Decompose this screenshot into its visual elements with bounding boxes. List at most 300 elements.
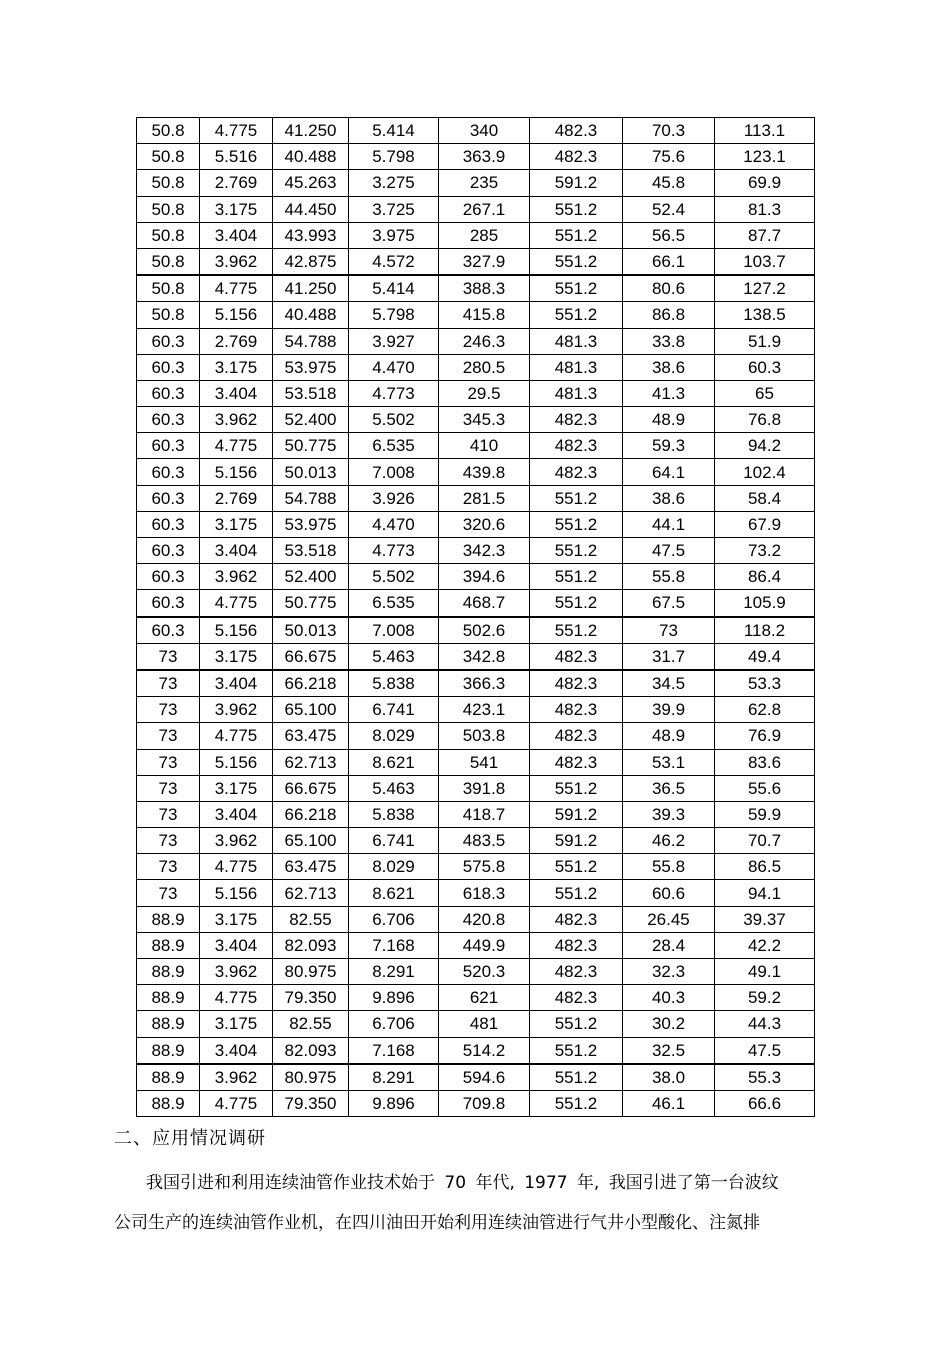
table-cell: 80.6 [623,275,715,302]
table-cell: 53.3 [715,670,815,697]
table-cell: 551.2 [530,617,623,644]
table-cell: 3.175 [200,643,273,670]
table-cell: 591.2 [530,828,623,854]
table-row [137,959,815,985]
table-cell: 69.9 [715,170,815,196]
table-cell: 54.788 [273,485,349,511]
table-cell: 3.962 [200,697,273,723]
table-cell: 6.706 [349,1011,439,1037]
table-cell: 50.8 [137,196,200,222]
table-cell: 50.8 [137,302,200,328]
table-row [137,1037,815,1064]
paragraph-line-1: 我国引进和利用连续油管作业技术始于 70 年代, 1977 年, 我国引进了第一台波纹 [146,1173,779,1193]
table-cell: 482.3 [530,643,623,670]
table-cell: 39.3 [623,801,715,827]
table-cell: 551.2 [530,302,623,328]
table-cell: 340 [439,118,530,144]
table-cell: 60.3 [137,617,200,644]
table-cell: 551.2 [530,775,623,801]
table-cell: 50.8 [137,170,200,196]
table-cell: 60.3 [137,538,200,564]
table-cell: 551.2 [530,275,623,302]
table-cell: 26.45 [623,906,715,932]
table-cell: 76.8 [715,407,815,433]
table-cell: 86.8 [623,302,715,328]
table-cell: 3.404 [200,1037,273,1064]
table-cell: 52.400 [273,407,349,433]
table-cell: 285 [439,222,530,248]
table-cell: 423.1 [439,697,530,723]
table-cell: 482.3 [530,670,623,697]
table-cell: 53.518 [273,538,349,564]
table-row [137,275,815,302]
table-body [137,118,815,1117]
table-cell: 481 [439,1011,530,1037]
table-cell: 55.8 [623,564,715,590]
table-row [137,617,815,644]
table-cell: 551.2 [530,222,623,248]
table-row [137,932,815,958]
table-cell: 7.008 [349,617,439,644]
table-cell: 60.3 [137,407,200,433]
table-cell: 64.1 [623,459,715,485]
table-cell: 63.475 [273,854,349,880]
table-cell: 281.5 [439,485,530,511]
table-row [137,775,815,801]
table-cell: 420.8 [439,906,530,932]
table-cell: 82.093 [273,1037,349,1064]
table-row [137,328,815,354]
table-cell: 60.3 [137,485,200,511]
table-cell: 3.275 [349,170,439,196]
table-row [137,538,815,564]
table-cell: 30.2 [623,1011,715,1037]
table-cell: 83.6 [715,749,815,775]
table-cell: 468.7 [439,590,530,617]
table-cell: 29.5 [439,380,530,406]
table-cell: 88.9 [137,932,200,958]
table-cell: 76.9 [715,723,815,749]
table-cell: 5.156 [200,880,273,906]
table-cell: 88.9 [137,959,200,985]
table-cell: 40.488 [273,144,349,170]
table-cell: 40.3 [623,985,715,1011]
table-row [137,828,815,854]
table-cell: 50.013 [273,617,349,644]
table-row [137,564,815,590]
table-cell: 41.250 [273,118,349,144]
table-cell: 53.975 [273,511,349,537]
table-row [137,985,815,1011]
table-cell: 53.518 [273,380,349,406]
table-cell: 551.2 [530,196,623,222]
table-cell: 53.1 [623,749,715,775]
table-cell: 5.414 [349,118,439,144]
table-cell: 4.775 [200,433,273,459]
table-cell: 439.8 [439,459,530,485]
table-cell: 54.788 [273,328,349,354]
table-cell: 4.775 [200,1090,273,1116]
table-cell: 621 [439,985,530,1011]
table-cell: 44.3 [715,1011,815,1037]
table-cell: 551.2 [530,538,623,564]
table-cell: 7.008 [349,459,439,485]
table-cell: 5.156 [200,617,273,644]
table-cell: 618.3 [439,880,530,906]
table-cell: 50.8 [137,118,200,144]
table-cell: 66.675 [273,775,349,801]
table-cell: 123.1 [715,144,815,170]
table-cell: 449.9 [439,932,530,958]
table-row [137,222,815,248]
table-cell: 51.9 [715,328,815,354]
table-row [137,697,815,723]
table-cell: 5.838 [349,670,439,697]
table-cell: 4.775 [200,590,273,617]
table-cell: 40.488 [273,302,349,328]
table-cell: 5.502 [349,564,439,590]
table-cell: 86.5 [715,854,815,880]
table-cell: 3.962 [200,1064,273,1091]
table-cell: 50.775 [273,433,349,459]
table-cell: 41.250 [273,275,349,302]
table-row [137,854,815,880]
table-cell: 6.535 [349,590,439,617]
table-cell: 7.168 [349,1037,439,1064]
table-cell: 88.9 [137,1011,200,1037]
table-cell: 363.9 [439,144,530,170]
table-cell: 3.175 [200,511,273,537]
table-cell: 5.156 [200,749,273,775]
table-cell: 56.5 [623,222,715,248]
table-cell: 38.6 [623,485,715,511]
table-cell: 73 [137,880,200,906]
table-cell: 41.3 [623,380,715,406]
table-cell: 73.2 [715,538,815,564]
table-cell: 482.3 [530,985,623,1011]
table-cell: 9.896 [349,985,439,1011]
table-cell: 391.8 [439,775,530,801]
table-cell: 482.3 [530,407,623,433]
table-cell: 4.572 [349,248,439,275]
table-cell: 58.4 [715,485,815,511]
table-cell: 59.2 [715,985,815,1011]
table-cell: 235 [439,170,530,196]
table-cell: 5.516 [200,144,273,170]
table-cell: 60.3 [137,433,200,459]
table-cell: 28.4 [623,932,715,958]
table-cell: 551.2 [530,1090,623,1116]
table-cell: 66.218 [273,670,349,697]
table-cell: 34.5 [623,670,715,697]
table-cell: 65.100 [273,697,349,723]
table-cell: 327.9 [439,248,530,275]
table-cell: 86.4 [715,564,815,590]
table-row [137,670,815,697]
table-cell: 6.706 [349,906,439,932]
table-cell: 127.2 [715,275,815,302]
table-cell: 33.8 [623,328,715,354]
table-cell: 481.3 [530,328,623,354]
table-cell: 3.926 [349,485,439,511]
table-cell: 39.9 [623,697,715,723]
table-cell: 102.4 [715,459,815,485]
table-cell: 88.9 [137,1090,200,1116]
table-cell: 81.3 [715,196,815,222]
table-cell: 394.6 [439,564,530,590]
table-cell: 481.3 [530,354,623,380]
table-cell: 79.350 [273,1090,349,1116]
table-cell: 551.2 [530,1064,623,1091]
table-row [137,1011,815,1037]
table-cell: 8.291 [349,1064,439,1091]
table-cell: 482.3 [530,906,623,932]
table-cell: 50.775 [273,590,349,617]
table-cell: 59.3 [623,433,715,459]
table-row [137,906,815,932]
table-cell: 60.6 [623,880,715,906]
table-cell: 482.3 [530,459,623,485]
table-cell: 8.621 [349,749,439,775]
table-cell: 551.2 [530,590,623,617]
table-cell: 482.3 [530,723,623,749]
table-cell: 80.975 [273,1064,349,1091]
table-cell: 8.621 [349,880,439,906]
table-cell: 62.8 [715,697,815,723]
table-cell: 87.7 [715,222,815,248]
table-row [137,590,815,617]
table-cell: 44.450 [273,196,349,222]
table-row [137,302,815,328]
table-cell: 514.2 [439,1037,530,1064]
table-cell: 5.463 [349,775,439,801]
table-cell: 5.798 [349,144,439,170]
table-cell: 366.3 [439,670,530,697]
table-cell: 65 [715,380,815,406]
table-cell: 4.773 [349,380,439,406]
table-cell: 280.5 [439,354,530,380]
table-cell: 4.773 [349,538,439,564]
table-cell: 50.8 [137,275,200,302]
table-cell: 410 [439,433,530,459]
table-cell: 55.8 [623,854,715,880]
table-cell: 59.9 [715,801,815,827]
table-cell: 3.962 [200,959,273,985]
table-cell: 52.4 [623,196,715,222]
table-cell: 4.775 [200,854,273,880]
table-row [137,1090,815,1116]
table-row [137,880,815,906]
table-cell: 482.3 [530,959,623,985]
table-cell: 320.6 [439,511,530,537]
table-row [137,118,815,144]
table-cell: 483.5 [439,828,530,854]
table-cell: 3.962 [200,828,273,854]
table-cell: 70.7 [715,828,815,854]
table-cell: 4.470 [349,511,439,537]
table-cell: 551.2 [530,1011,623,1037]
table-cell: 5.463 [349,643,439,670]
table-cell: 45.263 [273,170,349,196]
table-cell: 3.175 [200,775,273,801]
table-cell: 60.3 [137,511,200,537]
table-row [137,1064,815,1091]
table-cell: 60.3 [137,354,200,380]
table-cell: 388.3 [439,275,530,302]
table-cell: 415.8 [439,302,530,328]
table-cell: 52.400 [273,564,349,590]
table-cell: 4.775 [200,118,273,144]
table-cell: 73 [137,723,200,749]
table-cell: 60.3 [137,564,200,590]
table-cell: 49.4 [715,643,815,670]
table-cell: 503.8 [439,723,530,749]
table-cell: 42.2 [715,932,815,958]
table-cell: 594.6 [439,1064,530,1091]
table-cell: 2.769 [200,328,273,354]
table-cell: 50.013 [273,459,349,485]
table-cell: 44.1 [623,511,715,537]
table-cell: 2.769 [200,485,273,511]
table-cell: 482.3 [530,433,623,459]
table-cell: 113.1 [715,118,815,144]
table-cell: 60.3 [137,590,200,617]
table-cell: 36.5 [623,775,715,801]
table-cell: 551.2 [530,880,623,906]
table-cell: 73 [137,828,200,854]
tubing-spec-table [136,117,815,1117]
table-cell: 502.6 [439,617,530,644]
table-cell: 345.3 [439,407,530,433]
table-row [137,380,815,406]
table-cell: 551.2 [530,854,623,880]
table-cell: 6.535 [349,433,439,459]
table-cell: 80.975 [273,959,349,985]
table-cell: 66.6 [715,1090,815,1116]
table-cell: 88.9 [137,1064,200,1091]
table-cell: 551.2 [530,564,623,590]
table-cell: 88.9 [137,1037,200,1064]
table-cell: 3.975 [349,222,439,248]
table-cell: 709.8 [439,1090,530,1116]
table-cell: 32.5 [623,1037,715,1064]
table-cell: 43.993 [273,222,349,248]
table-cell: 94.1 [715,880,815,906]
table-cell: 7.168 [349,932,439,958]
table-cell: 48.9 [623,723,715,749]
table-row [137,511,815,537]
table-cell: 46.2 [623,828,715,854]
table-row [137,433,815,459]
table-cell: 46.1 [623,1090,715,1116]
table-cell: 48.9 [623,407,715,433]
table-cell: 53.975 [273,354,349,380]
table-cell: 9.896 [349,1090,439,1116]
table-cell: 67.5 [623,590,715,617]
table-cell: 482.3 [530,118,623,144]
section-heading: 二、应用情况调研 [114,1128,266,1149]
table-cell: 541 [439,749,530,775]
table-cell: 82.55 [273,906,349,932]
table-cell: 3.404 [200,222,273,248]
table-cell: 66.218 [273,801,349,827]
table-cell: 8.291 [349,959,439,985]
table-cell: 551.2 [530,485,623,511]
table-cell: 5.502 [349,407,439,433]
table-cell: 551.2 [530,1037,623,1064]
table-cell: 482.3 [530,697,623,723]
table-cell: 60.3 [715,354,815,380]
table-row [137,749,815,775]
table-cell: 73 [623,617,715,644]
table-cell: 3.725 [349,196,439,222]
table-cell: 82.55 [273,1011,349,1037]
table-cell: 575.8 [439,854,530,880]
table-cell: 4.775 [200,985,273,1011]
paragraph-line-2: 公司生产的连续油管作业机，在四川油田开始利用连续油管进行气井小型酸化、注氮排 [114,1213,760,1233]
table-cell: 3.962 [200,248,273,275]
table-cell: 342.3 [439,538,530,564]
table-cell: 8.029 [349,854,439,880]
table-cell: 75.6 [623,144,715,170]
table-cell: 73 [137,643,200,670]
table-cell: 5.156 [200,459,273,485]
table-cell: 38.6 [623,354,715,380]
table-cell: 591.2 [530,801,623,827]
table-cell: 60.3 [137,380,200,406]
table-cell: 73 [137,670,200,697]
table-row [137,170,815,196]
table-cell: 481.3 [530,380,623,406]
table-cell: 3.404 [200,670,273,697]
table-cell: 65.100 [273,828,349,854]
table-cell: 32.3 [623,959,715,985]
table-cell: 82.093 [273,932,349,958]
table-row [137,407,815,433]
table-cell: 42.875 [273,248,349,275]
table-cell: 246.3 [439,328,530,354]
table-cell: 5.156 [200,302,273,328]
table-cell: 3.175 [200,354,273,380]
table-cell: 4.775 [200,275,273,302]
table-row [137,248,815,275]
table-cell: 73 [137,801,200,827]
table-cell: 73 [137,697,200,723]
table-cell: 60.3 [137,459,200,485]
table-cell: 5.798 [349,302,439,328]
table-cell: 3.175 [200,906,273,932]
table-cell: 66.1 [623,248,715,275]
table-cell: 2.769 [200,170,273,196]
table-cell: 267.1 [439,196,530,222]
table-cell: 482.3 [530,749,623,775]
table-cell: 47.5 [623,538,715,564]
table-cell: 3.962 [200,564,273,590]
table-cell: 70.3 [623,118,715,144]
table-cell: 342.8 [439,643,530,670]
table-cell: 103.7 [715,248,815,275]
table-cell: 79.350 [273,985,349,1011]
table-cell: 45.8 [623,170,715,196]
table-cell: 3.404 [200,801,273,827]
table-cell: 38.0 [623,1064,715,1091]
table-row [137,801,815,827]
table-cell: 55.3 [715,1064,815,1091]
table-cell: 73 [137,749,200,775]
table-cell: 88.9 [137,906,200,932]
table-cell: 4.775 [200,723,273,749]
table-cell: 88.9 [137,985,200,1011]
